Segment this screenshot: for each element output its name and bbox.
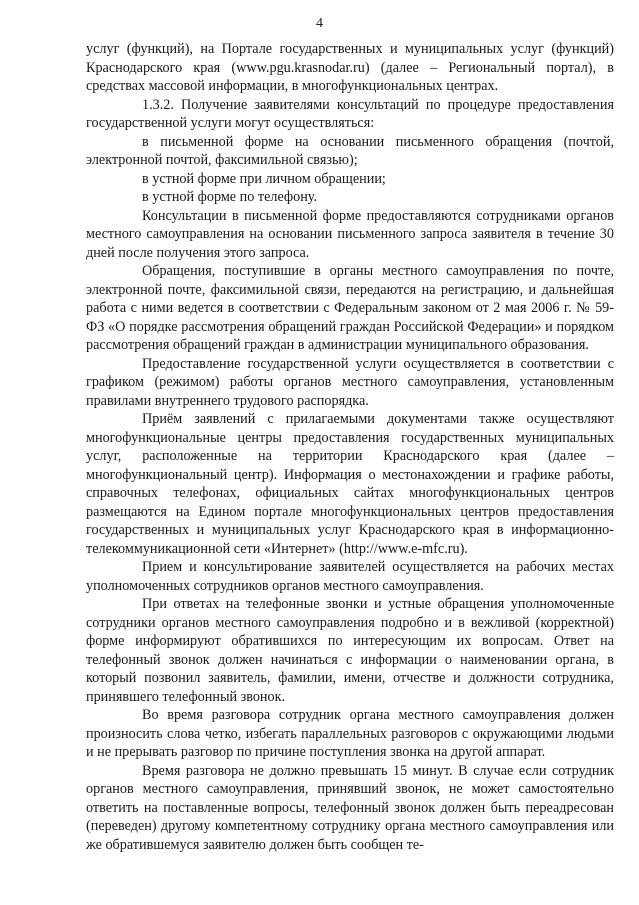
page-number: 4 [316, 16, 323, 31]
body-text [86, 40, 614, 854]
paragraph-oral-phone: в устной форме по телефону. [142, 189, 318, 205]
paragraph-written-form: в письменной форме на основании письменного обращения (почтой, электронной почтой, факсимильной связью); [86, 133, 614, 168]
paragraph-oral-in-person: в устной форме при личном обращении; [142, 170, 386, 187]
paragraph-schedule: Предоставление государственной услуги осуществляется в соответствии с графиком (режимом) работы органов местного самоуправления, установленным правилами внутреннего трудового распорядка. [86, 355, 614, 409]
paragraph-appeals: Обращения, поступившие в органы местного самоуправления по почте, электронной почте, факсимильной связи, передаются на регистрацию, и дальнейшая работа с ними ведется в соответствии с Федеральным законом от 2 мая 2006 г. № 59-ФЗ «О порядке рассмотрения обращений граждан Российской Федерации» и порядком рассмотрения обращений граждан в администрации муниципального образования. [86, 263, 614, 353]
paragraph-continuation: услуг (функций), на Портале государственных и муниципальных услуг (функций) Краснодарского края (www.pgu.krasnodar.ru) (далее – Региональный портал), в средствах массовой информации, в многофункциональных центрах. [86, 41, 614, 94]
paragraph-phone-answers: При ответах на телефонные звонки и устные обращения уполномоченные сотрудники органов местного самоуправления подробно и в вежливой (корректной) форме информируют обратившихся по интересующим их вопросам. Ответ на телефонный звонок должен начинаться с информации о наименовании органа, в который позвонил заявитель, фамилии, имени, отчестве и должности сотрудника, принявшего телефонный звонок. [86, 596, 614, 705]
paragraph-time-limit: Время разговора не должно превышать 15 минут. В случае если сотрудник органов местного самоуправления, принявший звонок, не может самостоятельно ответить на поставленные вопросы, телефонный звонок должен быть переадресован (переведен) другому компетентному сотруднику органа местного самоуправления или же обратившемуся заявителю должен быть сообщен те- [86, 762, 614, 853]
paragraph-reception: Прием и консультирование заявителей осуществляется на рабочих местах уполномоченных сотрудников органов местного самоуправления. [86, 559, 614, 594]
paragraph-written-consultations: Консультации в письменной форме предоставляются сотрудниками органов местного самоуправления на основании письменного запроса заявителя в течение 30 дней после получения этого запроса. [86, 207, 614, 261]
paragraph-1-3-2: 1.3.2. Получение заявителями консультаций по процедуре предоставления государственной услуги могут осуществляться: [86, 96, 614, 131]
paragraph-conversation: Во время разговора сотрудник органа местного самоуправления должен произносить слова четко, избегать параллельных разговоров с окружающими людьми и не прерывать разговор по причине поступления звонка на другой аппарат. [86, 707, 614, 760]
paragraph-mfc: Приём заявлений с прилагаемыми документами также осуществляют многофункциональные центры предоставления государственных муниципальных услуг, расположенные на территории Краснодарского края (далее – многофункциональный центр). Информация о местонахождении и графике работы, справочных телефонах, официальных сайтах многофункциональных центров размещаются на Едином портале многофункциональных центров предоставления государственных и муниципальных услуг Краснодарского края в информационно-телекоммуникационной сети «Интернет» (http://www.e-mfc.ru). [86, 411, 614, 557]
